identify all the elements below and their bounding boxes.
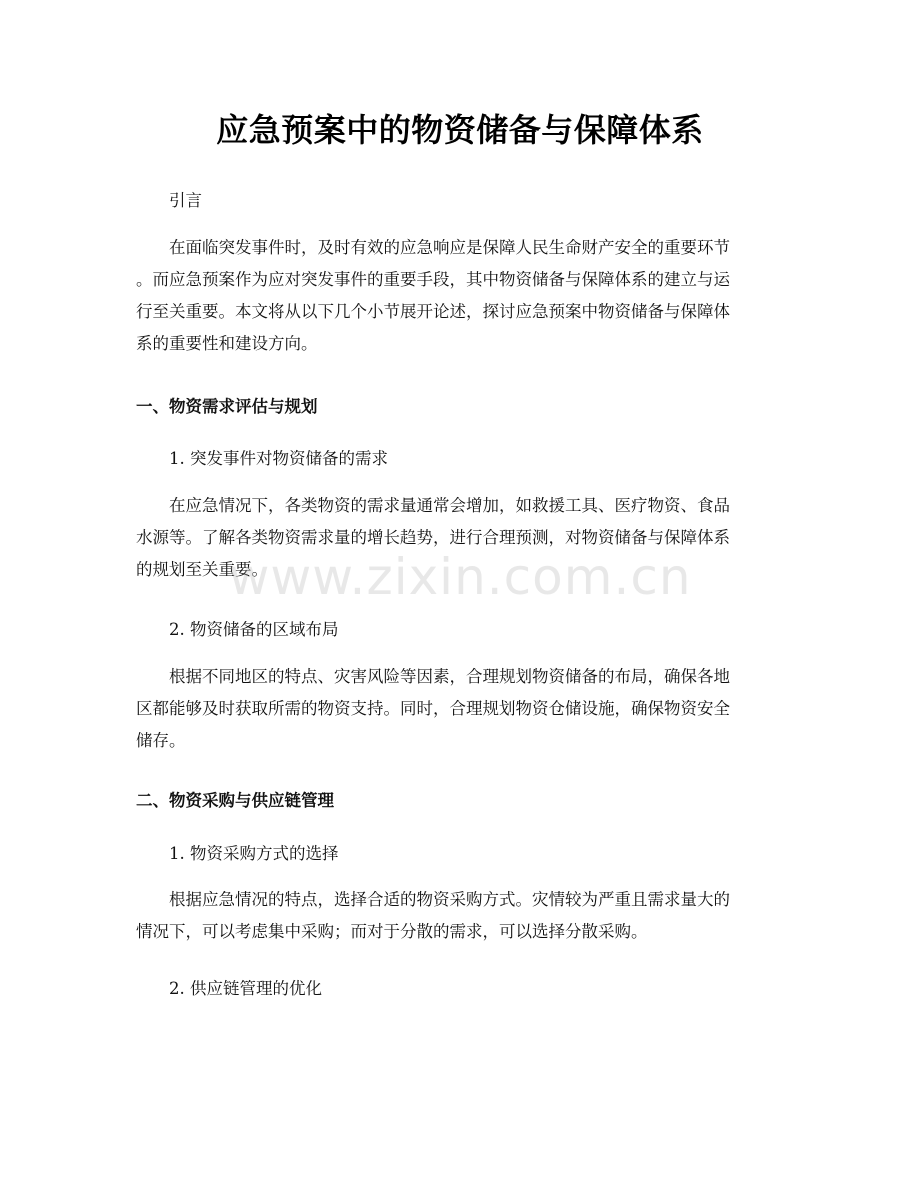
paragraph-line: 根据不同地区的特点、灾害风险等因素，合理规划物资储备的布局，确保各地 [169, 667, 730, 686]
paragraph-line: 水源等。了解各类物资需求量的增长趋势，进行合理预测，对物资储备与保障体系 [136, 528, 730, 547]
section-1-heading: 一、物资需求评估与规划 [136, 397, 318, 416]
section-2-sub-1-title: 1. 物资采购方式的选择 [169, 844, 339, 863]
intro-line: 系的重要性和建设方向。 [136, 334, 318, 353]
section-2-sub-1-paragraph [136, 884, 786, 948]
section-1-sub-1-title: 1. 突发事件对物资储备的需求 [169, 449, 388, 468]
paragraph-line: 根据应急情况的特点，选择合适的物资采购方式。灾情较为严重且需求量大的 [169, 890, 730, 909]
intro-line: 在面临突发事件时，及时有效的应急响应是保障人民生命财产安全的重要环节 [169, 238, 730, 257]
section-1-sub-1-paragraph [136, 490, 786, 586]
paragraph-line: 区都能够及时获取所需的物资支持。同时，合理规划物资仓储设施，确保物资安全 [136, 699, 730, 718]
section-1-sub-2-paragraph [136, 661, 786, 757]
section-2-sub-2-title: 2. 供应链管理的优化 [169, 979, 322, 998]
paragraph-line: 的规划至关重要。 [136, 560, 268, 579]
paragraph-line: 储存。 [136, 731, 186, 750]
section-2-heading: 二、物资采购与供应链管理 [136, 791, 334, 810]
intro-label: 引言 [169, 191, 202, 210]
section-1-sub-2-title: 2. 物资储备的区域布局 [169, 620, 339, 639]
intro-paragraph [136, 232, 786, 360]
intro-line: 。而应急预案作为应对突发事件的重要手段，其中物资储备与保障体系的建立与运 [136, 270, 730, 289]
watermark: www.zixin.com.cn [228, 548, 692, 606]
paragraph-line: 情况下，可以考虑集中采购；而对于分散的需求，可以选择分散采购。 [136, 922, 648, 941]
document-title: 应急预案中的物资储备与保障体系 [216, 111, 704, 149]
intro-line: 行至关重要。本文将从以下几个小节展开论述，探讨应急预案中物资储备与保障体 [136, 302, 730, 321]
paragraph-line: 在应急情况下，各类物资的需求量通常会增加，如救援工具、医疗物资、食品 [169, 496, 730, 515]
